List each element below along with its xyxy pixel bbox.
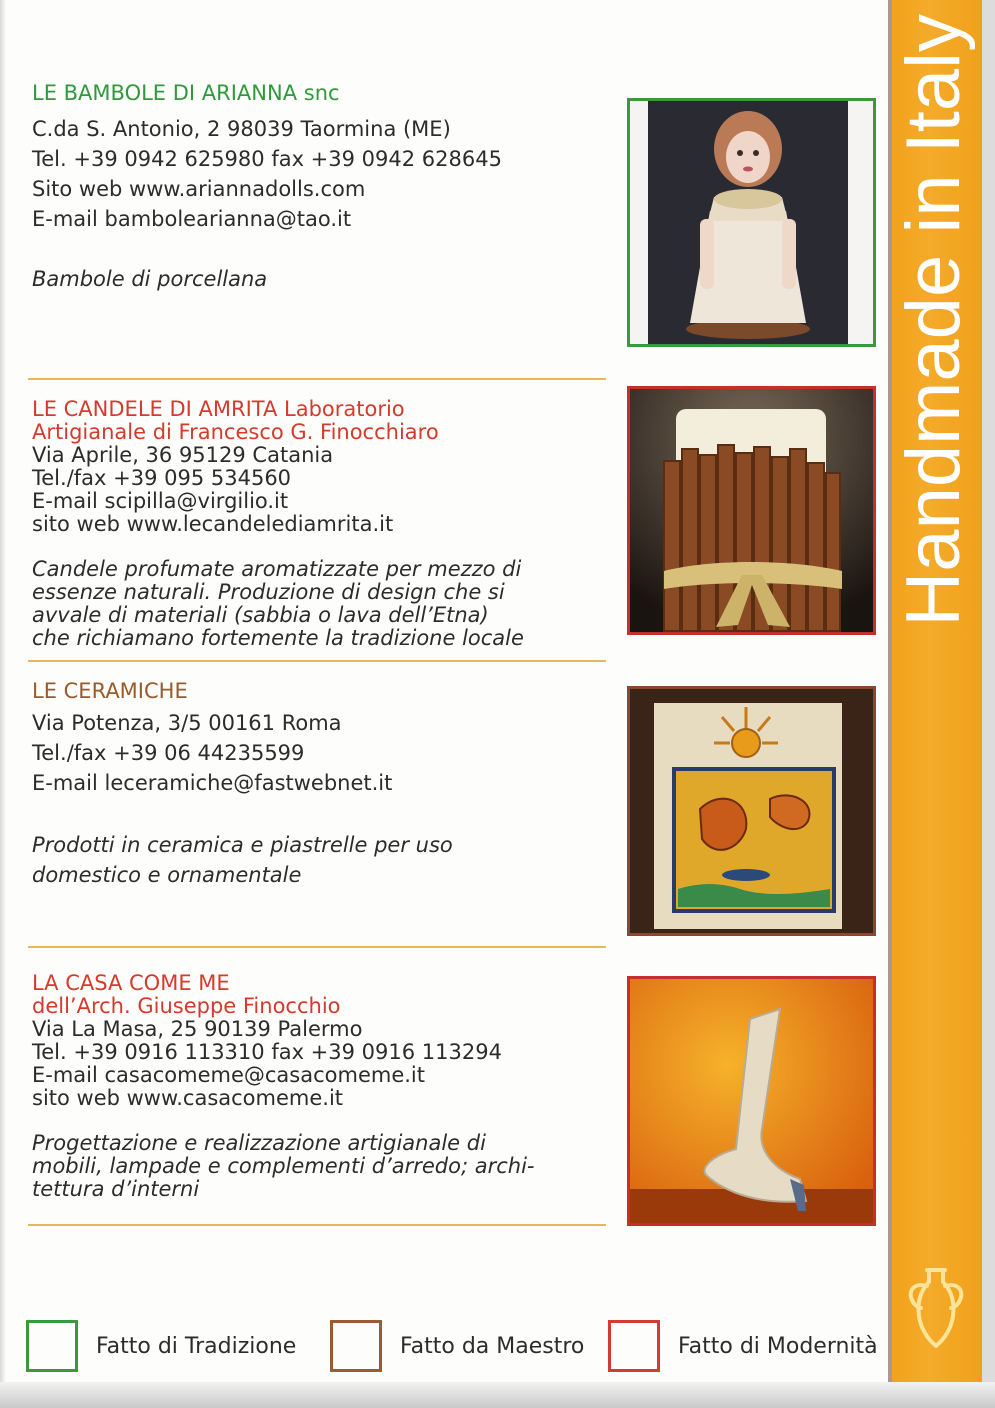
- legend-swatch-green: [26, 1320, 78, 1372]
- entry-description-line: tettura d’interni: [32, 1177, 200, 1201]
- entry-name-line1: LA CASA COME ME: [32, 971, 230, 995]
- entry-phone: Tel. +39 0942 625980 fax +39 0942 628645: [32, 147, 502, 171]
- entry-description-line: mobili, lampade e complementi d’arredo; archi-: [32, 1154, 535, 1178]
- legend-item-modernita: [608, 1318, 878, 1374]
- separator: [28, 1224, 606, 1226]
- entry-address: Via Potenza, 3/5 00161 Roma: [32, 711, 342, 735]
- legend-swatch-red: [608, 1320, 660, 1372]
- entry-phone: Tel./fax +39 06 44235599: [32, 741, 305, 765]
- photo-porcelain-doll: [627, 98, 876, 347]
- page-edge-bottom: [0, 1382, 995, 1408]
- entry-casa-come-me: [32, 972, 612, 1201]
- legend-item-maestro: [330, 1318, 584, 1374]
- entry-email[interactable]: E-mail bambolearianna@tao.it: [32, 207, 352, 231]
- entry-description-line: Candele profumate aromatizzate per mezzo di: [32, 557, 522, 581]
- separator: [28, 946, 606, 948]
- entry-ceramiche: [32, 678, 612, 890]
- entry-description: Bambole di porcellana: [32, 267, 268, 291]
- entry-name-line1: LE CANDELE DI AMRITA Laboratorio: [32, 397, 405, 421]
- entry-candele: [32, 398, 612, 650]
- entry-email[interactable]: E-mail leceramiche@fastwebnet.it: [32, 771, 393, 795]
- amphora-icon: [903, 1262, 969, 1352]
- entry-web[interactable]: Sito web www.ariannadolls.com: [32, 177, 366, 201]
- entry-address: Via Aprile, 36 95129 Catania: [32, 443, 334, 467]
- entry-name: LE BAMBOLE DI ARIANNA snc: [32, 81, 340, 105]
- entry-bambole: [32, 80, 612, 294]
- page-edge: [0, 0, 6, 1408]
- entry-description-line: avvale di materiali (sabbia o lava dell’Etna): [32, 603, 489, 627]
- entry-name: LE CERAMICHE: [32, 679, 188, 703]
- entry-address: Via La Masa, 25 90139 Palermo: [32, 1017, 363, 1041]
- legend-item-tradizione: [26, 1318, 296, 1374]
- entry-description-line: domestico e ornamentale: [32, 863, 302, 887]
- legend-label: Fatto da Maestro: [400, 1333, 585, 1359]
- photo-ceramic-tile: [627, 686, 876, 936]
- entry-web[interactable]: sito web www.lecandelediamrita.it: [32, 512, 394, 536]
- entry-description-line: essenze naturali. Produzione di design che si: [32, 580, 505, 604]
- legend-label: Fatto di Modernità: [678, 1333, 878, 1359]
- separator: [28, 660, 606, 662]
- photo-wooden-chair: [627, 976, 876, 1226]
- entry-name-line2: dell’Arch. Giuseppe Finocchio: [32, 994, 341, 1018]
- entry-phone: Tel. +39 0916 113310 fax +39 0916 113294: [32, 1040, 502, 1064]
- legend-label: Fatto di Tradizione: [96, 1333, 297, 1359]
- legend-swatch-brown: [330, 1320, 382, 1372]
- photo-cinnamon-candle: [627, 386, 876, 635]
- entry-web[interactable]: sito web www.casacomeme.it: [32, 1086, 344, 1110]
- entry-email[interactable]: E-mail casacomeme@casacomeme.it: [32, 1063, 426, 1087]
- entry-description-line: Progettazione e realizzazione artigianale di: [32, 1131, 486, 1155]
- entry-email[interactable]: E-mail scipilla@virgilio.it: [32, 489, 289, 513]
- entry-name-line2: Artigianale di Francesco G. Finocchiaro: [32, 420, 439, 444]
- entry-phone: Tel./fax +39 095 534560: [32, 466, 292, 490]
- band-title: Handmade in Italy: [891, 13, 976, 627]
- entry-description-line: che richiamano fortemente la tradizione locale: [32, 626, 524, 650]
- page-edge-right: [982, 0, 995, 1408]
- entry-address: C.da S. Antonio, 2 98039 Taormina (ME): [32, 117, 451, 141]
- band-title-wrap: [886, 10, 982, 630]
- separator: [28, 378, 606, 380]
- entry-description-line: Prodotti in ceramica e piastrelle per uso: [32, 833, 453, 857]
